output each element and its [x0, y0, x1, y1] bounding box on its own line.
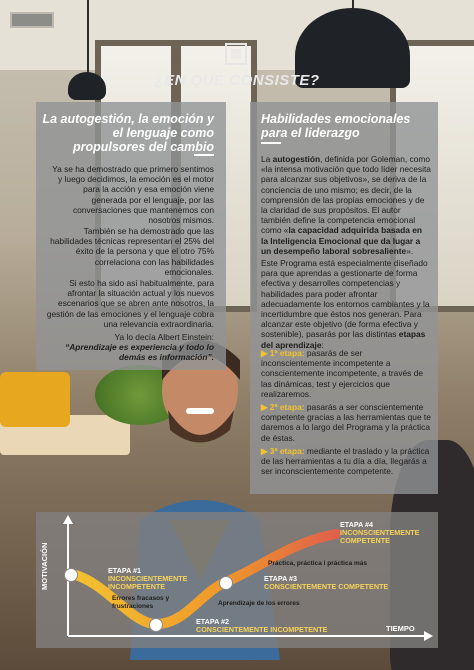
stage-item [261, 446, 431, 477]
stage-title: ETAPA #1 [108, 566, 142, 575]
stage-title: ETAPA #4 [340, 520, 374, 529]
stage-subtitle: CONSCIENTEMENTE COMPETENTE [264, 582, 389, 591]
title-divider [194, 154, 214, 156]
stage-3-label [264, 575, 394, 591]
keyword-autogestion: autogestión [272, 154, 321, 164]
text-run: ». [406, 245, 414, 256]
errors-note: Errores fracasos y frustraciones [112, 595, 170, 610]
quote-intro: Ya lo decía Albert Einstein: [114, 332, 214, 342]
stage-subtitle: INCONSCIENTEMENTE COMPETENTE [340, 528, 420, 545]
left-panel-title: La autogestión, la emoción y el lenguaje como propulsores del cambio [42, 112, 214, 154]
left-paragraph: Si esto ha sido así habitualmente, para afrontar la situación actual y los nuevos escenarios que se abren ante nosotros, la gestión de las emociones y el lenguaje cobra una relevancia extraordinaria. [46, 278, 214, 329]
y-axis-arrow-icon [63, 515, 73, 524]
stage-4-label [340, 521, 435, 545]
lamp-cord [87, 0, 89, 75]
title-divider [261, 142, 281, 144]
stage-text: mediante el traslado y la práctica de las herramientas a tu día a día, llegarás a ser inconscientemente competente. [261, 446, 430, 477]
stage-subtitle: INCONSCIENTEMENTE INCOMPETENTE [108, 574, 188, 591]
stage-2-marker [149, 618, 163, 632]
text-run: Este Programa está especialmente diseñado para que aprendas a gestionarte de forma efectiva y desarrolles competencias y habilidades para poder afrontar adecuadamente los entornos cambiantes y la incertidumbre que éstos nos generan. Para alcanzar este objetivo (de forma efectiva y sostenible), pasarás por las distintas [261, 258, 430, 340]
learning-note: Aprendizaje de los errores [218, 600, 300, 607]
stage-1-label [108, 567, 198, 591]
program-paragraph [261, 258, 431, 350]
x-axis-label: TIEMPO [386, 624, 415, 633]
practice-note: Práctica, práctica i práctica más [268, 560, 368, 567]
yellow-chair [0, 372, 70, 427]
ceiling-vent [10, 12, 54, 28]
left-panel [36, 102, 226, 370]
stage-text: pasarás a ser conscientemente competente gracias a las herramientas que te daremos a lo largo del Programa y la práctica de éstas. [261, 402, 431, 443]
text-run: , definida por Goleman, como «la intensa motivación que todo líder necesita para alcanzar sus objetivos», se deriva de la conciencia de uno mismo; es decir, de la comprensión de las propias emociones y de la claridad de sus propósitos. El autor también define la competencia emocional como « [261, 154, 431, 236]
left-paragraph: También se ha demostrado que las habilidades técnicas representan el 25% del éxito de la persona y que el otro 75% correlaciona con las habilidades emocionales. [50, 226, 214, 277]
stage-title: ETAPA #2 [196, 617, 230, 626]
einstein-quote: “Aprendizaje es experiencia y todo lo demás es información”. [65, 342, 214, 363]
stage-1-marker [64, 568, 78, 582]
stage-item [261, 348, 431, 399]
arrow-right-icon: ▶ [261, 446, 270, 456]
stage-item [261, 402, 431, 443]
right-panel [250, 102, 438, 494]
stage-text: pasarás de ser inconscientemente incompetente a conscientemente incompetente, a través de las dinámicas, test y ejercicios que realizaremos. [261, 348, 424, 399]
stage-2-label [196, 618, 346, 634]
stage-label: 2ª etapa: [269, 402, 305, 412]
learning-stages-diagram [36, 512, 438, 648]
keyword-etapas: etapas del aprendizaje [261, 329, 426, 350]
right-panel-title: Habilidades emocionales para el liderazgo [261, 112, 411, 140]
logo-emblem-icon [222, 40, 250, 68]
leadership-paragraph [261, 154, 431, 256]
text-run: : [321, 339, 324, 350]
arrow-right-icon: ▶ [261, 402, 270, 412]
keyword-competencia: la capacidad adquirida basada en la Inteligencia Emocional que da lugar a un desempeño laboral sobresaliente [261, 225, 423, 256]
x-axis-arrow-icon [424, 631, 433, 641]
arrow-right-icon: ▶ [261, 348, 270, 358]
stage-label: 1ª etapa: [269, 348, 305, 358]
stage-subtitle: CONSCIENTEMENTE INCOMPETENTE [196, 625, 328, 634]
section-title: ¿EN QUÉ CONSISTE? [154, 72, 320, 89]
stage-label: 3ª etapa: [269, 446, 305, 456]
text-run: La [261, 154, 271, 164]
stage-3-marker [219, 576, 233, 590]
y-axis-label: MOTIVACIÓN [40, 542, 49, 590]
left-paragraph: Ya se ha demostrado que primero sentimos y luego decidimos, la emoción es el motor para la acción y esa emoción viene generada por el lenguaje, por las conversaciones que mantenemos con nosotros mismos. [52, 164, 214, 226]
stage-title: ETAPA #3 [264, 574, 298, 583]
